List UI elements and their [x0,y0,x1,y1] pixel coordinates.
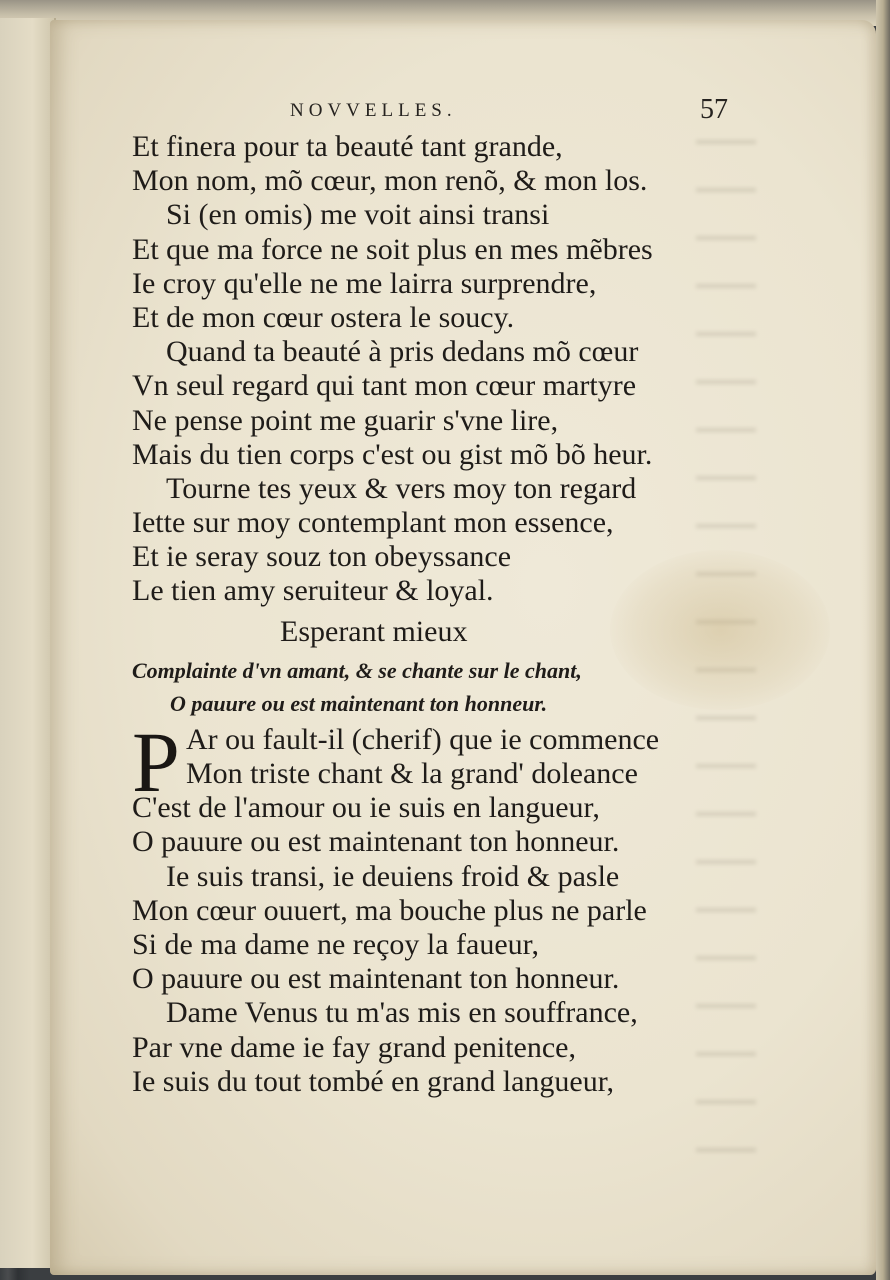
verse-line: Mon cœur ouuert, ma bouche plus ne parle [132,893,647,927]
poem-heading: Complainte d'vn amant, & se chante sur le chant, [132,657,582,683]
page-number: 57 [700,94,728,125]
verse-line: Ie croy qu'elle ne me lairra surprendre, [132,266,597,300]
verse-line: Mon nom, mõ cœur, mon renõ, & mon los. [132,164,648,198]
verse-line: Et ie seray souz ton obeyssance [132,540,512,574]
verse-line: Et finera pour ta beauté tant grande, [132,130,563,163]
running-head: NOVVELLES. [290,100,457,121]
verse-line: Si (en omis) me voit ainsi transi [166,198,550,232]
verse-line: Dame Venus tu m'as mis en souffrance, [166,996,638,1030]
verse-line: Ar ou fault-il (cherif) que ie commence [186,722,660,756]
verse-line: Et de mon cœur ostera le soucy. [132,300,515,334]
verse-line: Le tien amy seruiteur & loyal. [132,574,494,608]
page-text [132,130,752,1099]
verse-line: Si de ma dame ne reçoy la faueur, [132,927,539,961]
previous-page-edge [0,18,56,1268]
verse-line: Ne pense point me guarir s'vne lire, [132,403,559,437]
verse-line: C'est de l'amour ou ie suis en langueur, [132,791,600,825]
verse-line: Et que ma force ne soit plus en mes mẽbres [132,232,653,266]
verse-line: Par vne dame ie fay grand penitence, [132,1030,576,1064]
verse-line: Ie suis du tout tombé en grand langueur, [132,1064,615,1098]
verse-line: Iette sur moy contemplant mon essence, [132,506,614,540]
verse-line: Mon triste chant & la grand' doleance [186,757,638,790]
refrain-line: O pauure ou est maintenant ton honneur. [132,962,620,996]
verse-line: Vn seul regard qui tant mon cœur martyre [132,369,637,403]
poem-heading-tune: O pauure ou est maintenant ton honneur. [170,690,548,716]
motto: Esperant mieux [280,614,468,648]
refrain-line: O pauure ou est maintenant ton honneur. [132,825,620,859]
verse-line: Ie suis transi, ie deuiens froid & pasle [166,859,620,893]
drop-capital: P [132,713,180,810]
verse-line: Tourne tes yeux & vers moy ton regard [166,471,637,505]
verse-line: Mais du tien corps c'est ou gist mõ bõ heur. [132,437,653,471]
verse-line: Quand ta beauté à pris dedans mõ cœur [166,335,639,369]
page-block-edge [876,0,890,1280]
